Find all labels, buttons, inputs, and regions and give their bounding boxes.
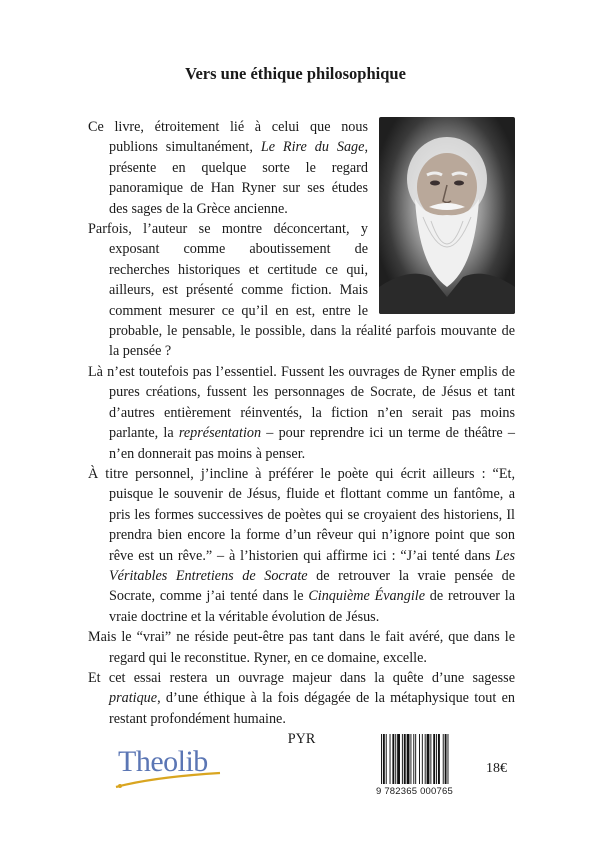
paragraph [88, 464, 515, 627]
barcode-bar [438, 734, 440, 784]
paragraph-text: Et cet essai restera un ouvrage majeur dans la quête d’une sagesse [88, 669, 515, 686]
paragraph-text: Parfois, l’auteur se montre déconcertant, y exposant comme aboutissement de recherches historiques et certitude ce qui, ailleurs, est présenté comme fiction. Mais comment mesurer ce qu’il en est, entre le probable, le pensable, le possible, dans la réalité parfois mouvante de la pensée ? [88, 221, 515, 360]
paragraph-text: Là n’est toutefois pas l’essentiel. Fussent les ouvrages de Ryner emplis de pures créations, fussent les personnages de Socrate, de Jésus et tant d’autres entièrement réinventés, la fiction n’en serait pas moins parlante, la [88, 363, 515, 442]
barcode-bar [390, 734, 391, 784]
barcode-bar [419, 734, 420, 784]
barcode-bar [392, 734, 394, 784]
barcode-bar [443, 734, 444, 784]
barcode-bar [407, 734, 410, 784]
barcode-bar [448, 734, 449, 784]
barcode-bar [436, 734, 437, 784]
italic-title: pratique [109, 690, 158, 707]
italic-title: Les Véritables Entretiens de Socrate [109, 547, 515, 584]
barcode-bars [381, 734, 473, 784]
logo-text: Theolib [118, 745, 208, 778]
barcode-bar [404, 734, 406, 784]
paragraph-text: – pour reprendre ici un terme de théâtre – n’en donnerait pas moins à penser. [109, 425, 515, 462]
barcode-bar [386, 734, 387, 784]
barcode-bar [430, 734, 431, 784]
paragraph-text: À titre personnel, j’incline à préférer le poète qui écrit ailleurs : “Et, puisque le souvenir de Jésus, fluide et flottant comme un fantôme, a pris les formes successives de poètes qui se croyaient des historiens, Il prendra bien encore la forme d’un rêveur qui n’ignore point que son rêve est un rêve.” – à l’historien qui affirme ici : “J’ai tenté dans [88, 465, 515, 564]
paragraph-text: de retrouver la vraie pensée de Socrate, comme j’ai tenté dans le [109, 567, 516, 605]
isbn-barcode [376, 734, 474, 800]
paragraph-text: , d’une éthique à la fois dégagée de la métaphysique tout en restant profondément humaine. [109, 690, 515, 727]
italic-title: Cinquième Évangile [308, 588, 425, 605]
barcode-bar [395, 734, 396, 784]
barcode-bar [383, 734, 385, 784]
barcode-number: 9 782365 000765 [376, 786, 453, 797]
italic-title: représentation [178, 425, 262, 442]
barcode-bar [445, 734, 447, 784]
barcode-bar [425, 734, 426, 784]
logo-swoosh-icon [114, 771, 224, 791]
paragraph-text: de retrouver la vraie doctrine et la véritable évolution de Jésus. [109, 588, 515, 625]
author-portrait [379, 117, 515, 314]
portrait-image [379, 117, 515, 314]
signature: PYR [287, 731, 316, 748]
publisher-logo [114, 741, 224, 791]
barcode-bar [433, 734, 435, 784]
barcode-bar [422, 734, 423, 784]
price: 18€ [486, 761, 507, 776]
paragraph [88, 627, 515, 668]
barcode-bar [397, 734, 400, 784]
paragraph [88, 668, 515, 729]
paragraph-text: , présente en quelque sorte le regard panoramique de Han Ryner sur ses études des sages de la Grèce ancienne. [109, 139, 368, 217]
italic-title: Le Rire du Sage [260, 139, 365, 156]
barcode-bar [415, 734, 416, 784]
back-cover-text [88, 117, 515, 750]
page-title: Vers une éthique philosophique [185, 64, 406, 83]
barcode-bar [410, 734, 411, 784]
paragraph-text: Ce livre, étroitement lié à celui que nous publions simultanément, [88, 119, 368, 156]
barcode-bar [427, 734, 430, 784]
barcode-bar [413, 734, 414, 784]
barcode-bar [402, 734, 403, 784]
barcode-bar [381, 734, 382, 784]
paragraph-text: Mais le “vrai” ne réside peut-être pas tant dans le fait avéré, que dans le regard qui le reconstitue. Ryner, en ce domaine, excelle. [88, 629, 515, 666]
paragraph [88, 362, 515, 464]
